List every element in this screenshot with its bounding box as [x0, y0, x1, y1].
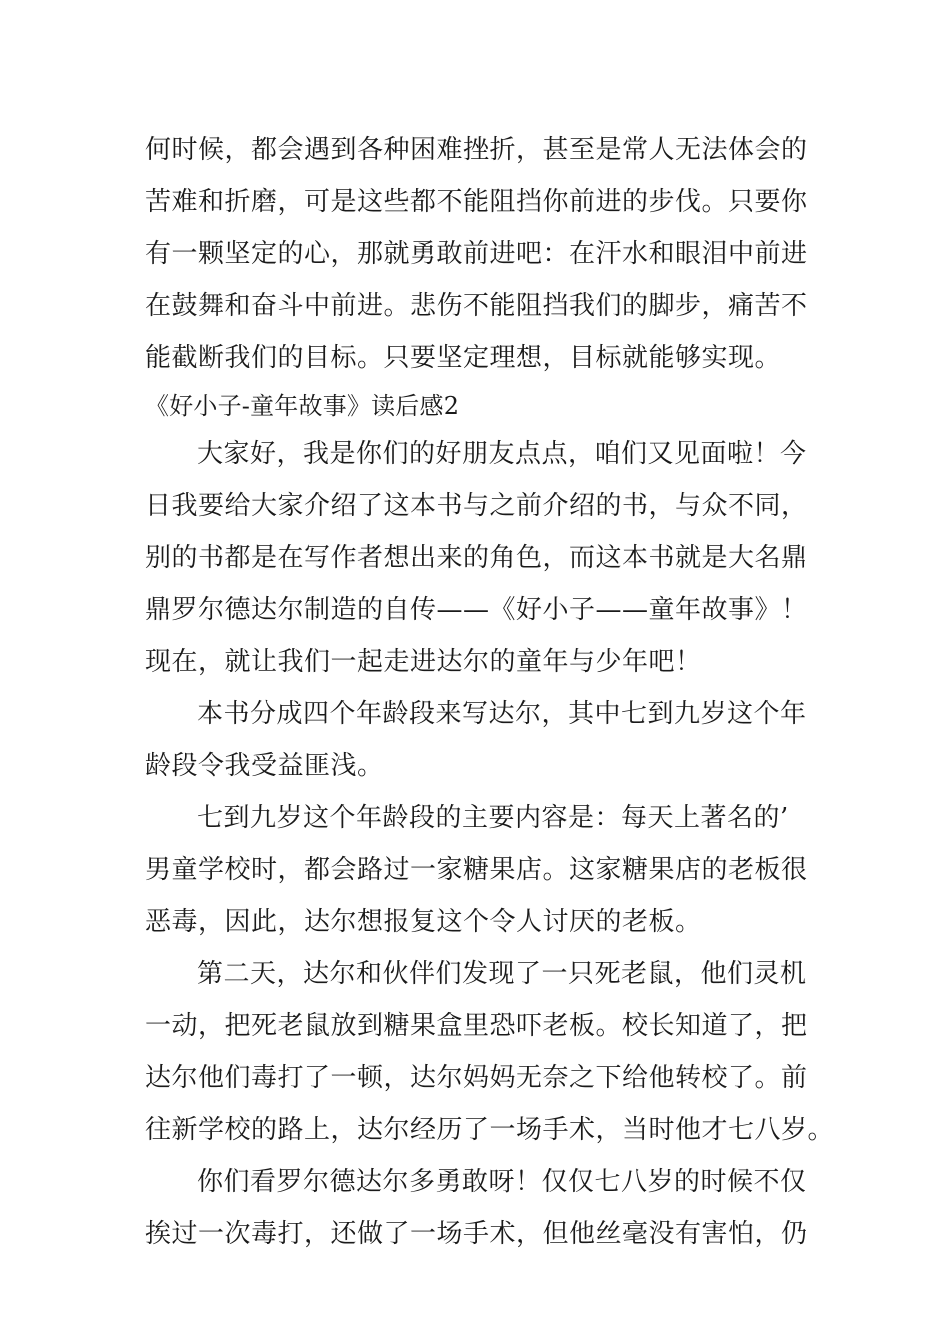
- paragraph-line: 现在，就让我们一起走进达尔的童年与少年吧！: [145, 647, 702, 677]
- paragraph-line: 鼎罗尔德达尔制造的自传——《好小子——童年故事》！: [145, 595, 808, 625]
- paragraph-line: 能截断我们的目标。只要坚定理想，目标就能够实现。: [145, 343, 782, 373]
- paragraph-line: 挨过一次毒打，还做了一场手术，但他丝毫没有害怕，仍: [145, 1219, 808, 1249]
- paragraph-line: 有一颗坚定的心，那就勇敢前进吧：在汗水和眼泪中前进: [145, 239, 808, 269]
- paragraph-line: 你们看罗尔德达尔多勇敢呀！仅仅七八岁的时候不仅: [197, 1167, 807, 1197]
- paragraph-line: 第二天，达尔和伙伴们发现了一只死老鼠，他们灵机: [197, 959, 807, 989]
- paragraph-line: 本书分成四个年龄段来写达尔，其中七到九岁这个年: [197, 699, 807, 729]
- paragraph-line: 大家好，我是你们的好朋友点点，咱们又见面啦！今: [197, 439, 807, 469]
- paragraph-line: 恶毒，因此，达尔想报复这个令人讨厌的老板。: [145, 907, 702, 937]
- paragraph-line: 日我要给大家介绍了这本书与之前介绍的书，与众不同，: [145, 491, 808, 521]
- paragraph-line: 在鼓舞和奋斗中前进。悲伤不能阻挡我们的脚步，痛苦不: [145, 291, 808, 321]
- paragraph-line: 往新学校的路上，达尔经历了一场手术，当时他才七八岁。: [145, 1115, 835, 1145]
- paragraph-line: 苦难和折磨，可是这些都不能阻挡你前进的步伐。只要你: [145, 187, 808, 217]
- paragraph-line: 男童学校时，都会路过一家糖果店。这家糖果店的老板很: [145, 855, 808, 885]
- paragraph-line: 达尔他们毒打了一顿，达尔妈妈无奈之下给他转校了。前: [145, 1063, 808, 1093]
- paragraph-line: 一动，把死老鼠放到糖果盒里恐吓老板。校长知道了，把: [145, 1011, 808, 1041]
- section-heading: 《好小子-童年故事》读后感2: [145, 392, 460, 420]
- paragraph-line: 七到九岁这个年龄段的主要内容是：每天上著名的’: [197, 803, 789, 833]
- paragraph-line: 别的书都是在写作者想出来的角色，而这本书就是大名鼎: [145, 543, 808, 573]
- paragraph-line: 龄段令我受益匪浅。: [145, 751, 384, 781]
- paragraph-line: 何时候，都会遇到各种困难挫折，甚至是常人无法体会的: [145, 135, 808, 165]
